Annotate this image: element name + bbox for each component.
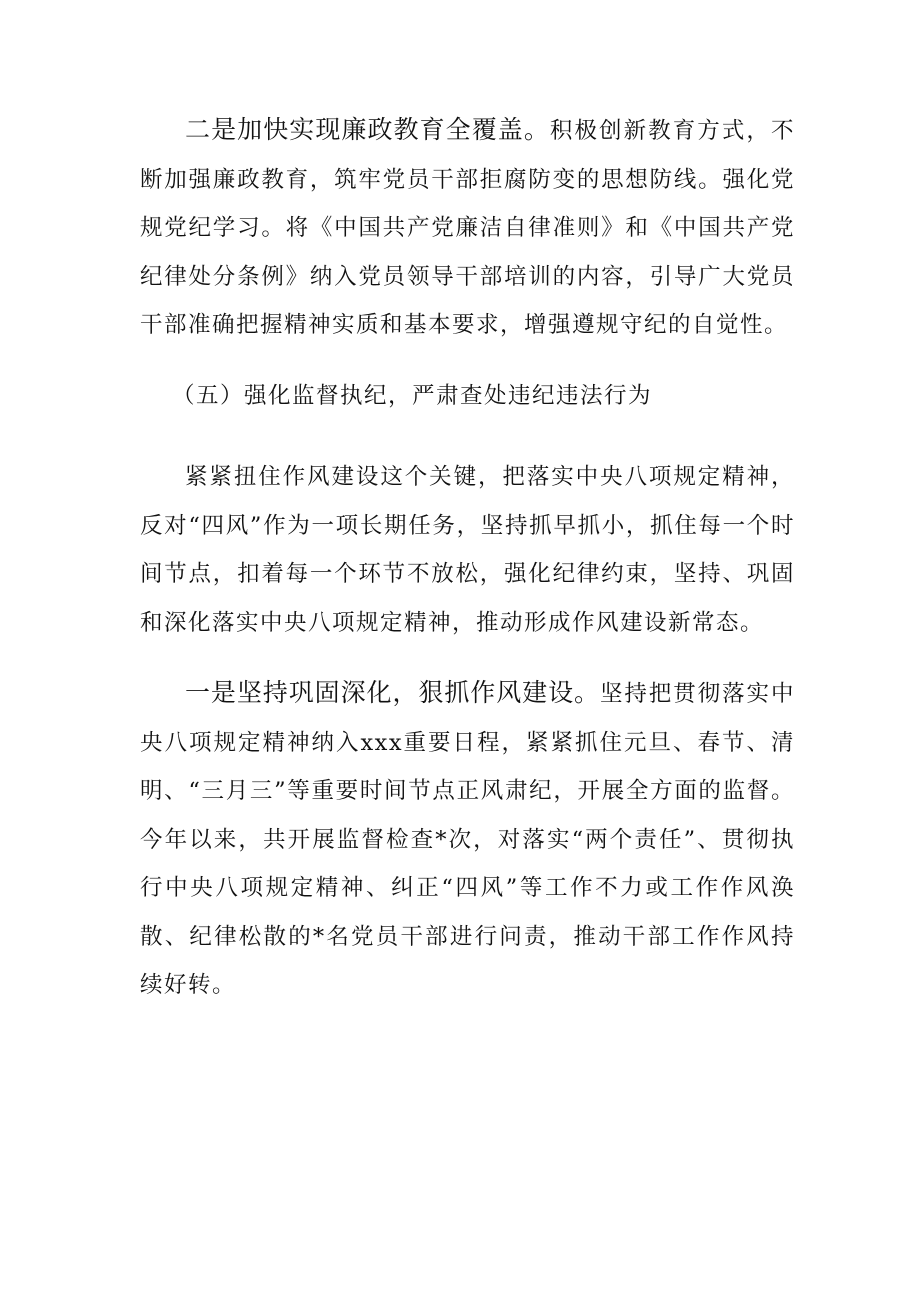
paragraph-work-style — [140, 453, 795, 647]
paragraph-body: 紧紧扭住作风建设这个关键，把落实中央八项规定精神，反对“四风”作为一项长期任务，坚持抓早抓小，抓住每一个时间节点，扣着每一个环节不放松，强化纪律约束，坚持、巩固和深化落实中央八项规定精神，推动形成作风建设新常态。 — [140, 464, 795, 636]
paragraph-lead: 一是坚持巩固深化，狠抓作风建设。 — [185, 678, 600, 707]
section-heading: （五）强化监督执纪，严肃查处违纪违法行为 — [172, 383, 653, 409]
paragraph-body: 积极创新教育方式，不断加强廉政教育，筑牢党员干部拒腐防变的思想防线。强化党规党纪学习。将《中国共产党廉洁自律准则》和《中国共产党纪律处分条例》纳入党员领导干部培训的内容，引导广大党员干部准确把握精神实质和基本要求，增强遵规守纪的自觉性。 — [140, 118, 795, 338]
paragraph-lead: 二是加快实现廉政教育全覆盖。 — [185, 115, 550, 144]
paragraph-education-coverage — [140, 106, 795, 350]
paragraph-body: 坚持把贯彻落实中央八项规定精神纳入xxx重要日程，紧紧抓住元旦、春节、清明、“三月三”等重要时间节点正风肃纪，开展全方面的监督。今年以来，共开展监督检查*次，对落实“两个责任”、贯彻执行中央八项规定精神、纠正“四风”等工作不力或工作作风涣散、纪律松散的*名党员干部进行问责，推动干部工作作风持续好转。 — [140, 681, 795, 998]
paragraph-consolidate-deepen — [140, 669, 795, 1010]
